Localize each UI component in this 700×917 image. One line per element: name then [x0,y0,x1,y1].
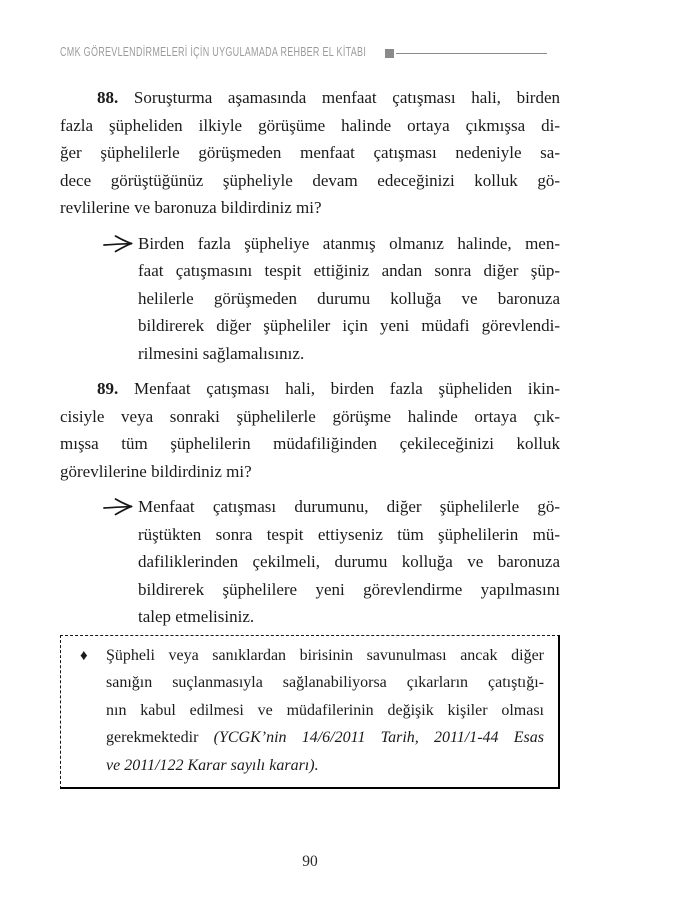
paragraph-89: 89. Menfaat çatışması hali, birden fazla şüpheliden ikin- cisiyle veya sonraki şüphelilerle görüşme halinde ortaya çık- mışsa tüm şüphelilerin müdafiliğinden çekileceğinizi kolluk görevlilerine bildirdiniz mi? [60,379,560,481]
page-number: 90 [302,853,318,870]
bullet-item-89 [60,493,560,631]
arrow-icon [103,493,138,631]
bullet-89-text: Menfaat çatışması durumunu, diğer şüphelilerle gö- rüştükten sonra tespit ettiyseniz tüm şüphelilerin mü- dafiliklerinden çekilmeli, durumu kolluğa ve baronuza bildirerek şüphelilere yeni görevlendirme yapılmasını talep etmelisiniz. [138,497,560,626]
note-box [60,635,560,790]
running-head [60,42,580,64]
bullet-item-88 [60,230,560,368]
note-text: Şüpheli veya sanıklardan birisinin savunulması ancak diğer sanığın suçlanmasıyla sağlanabiliyorsa çıkarların çatıştığı- nın kabul edilmesi ve müdafilerinin değişik kişiler olması gerekmektedir (YCGK’nin 14/6/2011 Tarih, 2011/1-44 Esas ve 2011/122 Karar sayılı kararı). [106,646,545,774]
header-rule [396,53,547,54]
page-footer [60,853,560,871]
arrow-icon [103,230,138,368]
paragraph-88: 88. Soruşturma aşamasında menfaat çatışması hali, birden fazla şüpheliden ilkiyle görüşüme halinde ortaya çıkmışsa di- ğer şüphelilerle görüşmeden menfaat çatışması nedeniyle sa- dece görüştüğünüz şüpheliyle devam edeceğinizi kolluk gö- revlilerine ve baronuza bildirdiniz mi? [60,88,560,217]
header-square-ornament [385,49,394,58]
bullet-88-text: Birden fazla şüpheliye atanmış olmanız halinde, men- faat çatışmasını tespit ettiğiniz andan sonra diğer şüp- helilerle görüşmeden durumu kolluğa ve baronuza bildirerek diğer şüpheliler için yeni müdafi görevlendi- rilmesini sağlamalısınız. [138,233,560,363]
diamond-icon: ♦ [80,647,88,664]
page-body [60,84,560,789]
running-head-title: CMK GÖREVLENDİRMELERİ İÇİN UYGULAMADA REHBER EL KİTABI [60,45,367,59]
